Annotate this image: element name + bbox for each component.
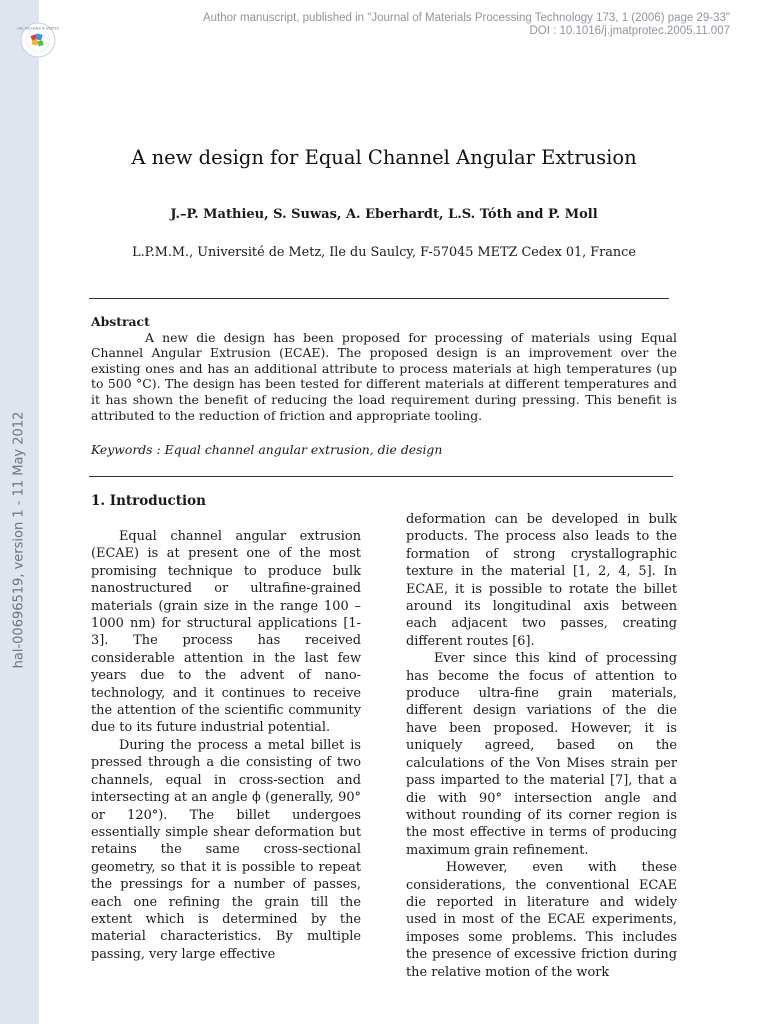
column-right: [406, 511, 677, 981]
divider-bottom: [89, 476, 673, 477]
paragraph: Ever since this kind of processing has become the focus of attention to produce ultra-fine grain materials, different design variations of the die have been proposed. However, it is uniquely agreed, based on the calculations of the Von Mises strain per pass imparted to the material [7], that a die with 90° intersection angle and without rounding of its corner region is the most effective in terms of producing maximum grain refinement.: [406, 651, 677, 858]
column-left: [91, 528, 361, 963]
paper-affiliation: L.P.M.M., Université de Metz, Ile du Saulcy, F-57045 METZ Cedex 01, France: [132, 245, 636, 260]
paragraph: During the process a metal billet is pressed through a die consisting of two channels, equal in cross-section and intersecting at an angle ϕ (generally, 90° or 120°). The billet undergoes essentially simple shear deformation but retains the same cross-sectional geometry, so that it is possible to repeat the pressings for a number of passes, each one refining the grain till the extent which is determined by the material characteristics. By multiple passing, very large effective: [91, 737, 361, 962]
publication-header: [203, 12, 730, 37]
keywords: Keywords : Equal channel angular extrusion, die design: [91, 442, 443, 457]
paragraph: However, even with these considerations, the conventional ECAE die reported in literature and widely used in most of the ECAE experiments, imposes some problems. This includes the presence of excessive friction during the relative motion of the work: [406, 860, 677, 980]
abstract-heading: Abstract: [91, 314, 150, 329]
paper-authors: J.–P. Mathieu, S. Suwas, A. Eberhardt, L.S. Tóth and P. Moll: [170, 207, 598, 222]
hal-logo: [17, 22, 59, 58]
divider-top: [89, 298, 669, 299]
paragraph: deformation can be developed in bulk products. The process also leads to the formation of strong crystallographic texture in the material [1, 2, 4, 5]. In ECAE, it is possible to rotate the billet around its longitudinal axis between each adjacent two passes, creating different routes [6].: [406, 512, 677, 649]
paragraph: Equal channel angular extrusion (ECAE) is at present one of the most promising technique to produce bulk nanostructured or ultrafine-grained materials (grain size in the range 100 – 1000 nm) for structural applications [1-3]. The process has received considerable attention in the last few years due to the advent of nano-technology, and it continues to receive the attention of the scientific community due to its future industrial potential.: [91, 529, 361, 736]
publication-doi: DOI : 10.1016/j.jmatprotec.2005.11.007: [529, 24, 730, 37]
section-heading-introduction: 1. Introduction: [91, 493, 206, 509]
hal-logo-text: HAL ARCHIVES OUVERTES: [17, 26, 59, 31]
abstract-body: A new die design has been proposed for processing of materials using Equal Channel Angular Extrusion (ECAE). The proposed design is an improvement over the existing ones and has an additional attribute to process materials at high temperatures (up to 500 °C). The design has been tested for different materials at different temperatures and it has shown the benefit of reducing the load requirement during pressing. This benefit is attributed to the reduction of friction and appropriate tooling.: [91, 329, 677, 423]
abstract-section: [91, 314, 677, 423]
paper-title: A new design for Equal Channel Angular Extrusion: [131, 146, 637, 169]
hal-identifier: hal-00696519, version 1 - 11 May 2012: [11, 411, 27, 669]
publication-citation: Author manuscript, published in "Journal of Materials Processing Technology 173, 1 (2006) page 29-33": [202, 12, 730, 24]
